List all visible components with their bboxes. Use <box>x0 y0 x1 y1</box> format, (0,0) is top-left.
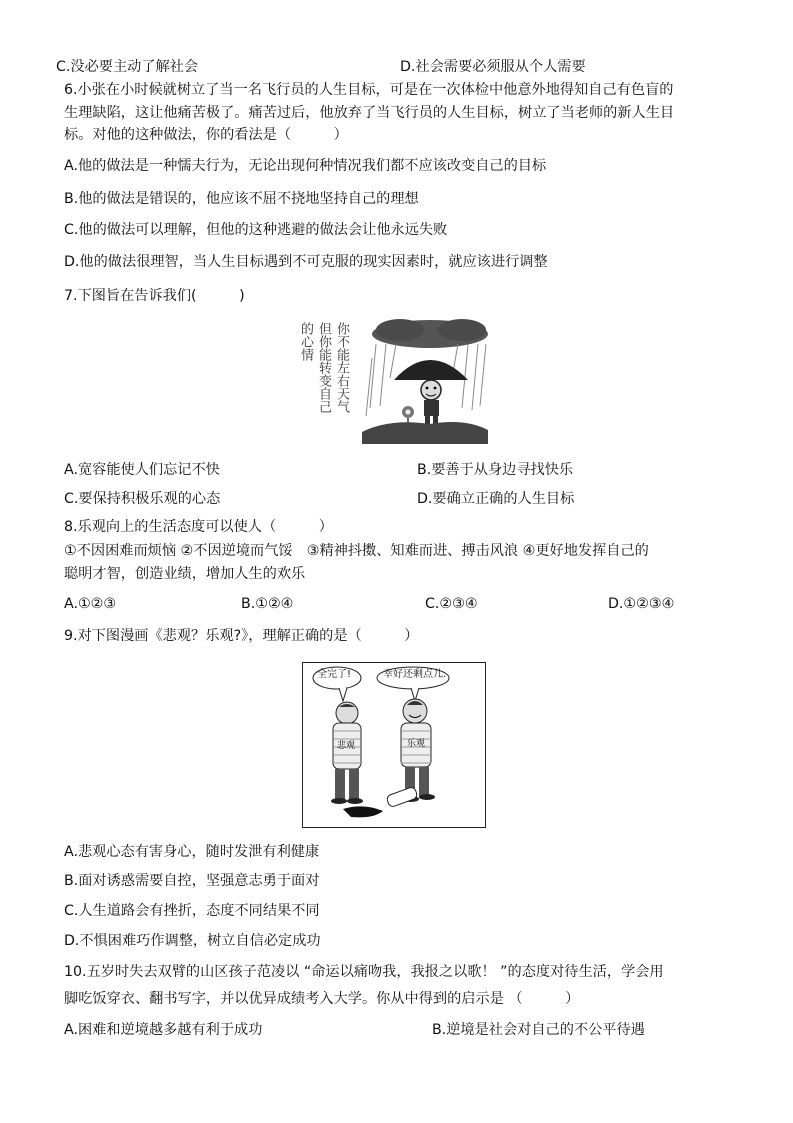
q10-option-a: A.困难和逆境越多越有利于成功 <box>64 1022 263 1038</box>
q6-stem-line2: 生理缺陷，这让他痛苦极了。痛苦过后，他放弃了当飞行员的人生目标，树立了当老师的新人生目 <box>64 105 675 121</box>
pessimism-optimism-cartoon-illustration <box>303 663 484 826</box>
q7-option-b: B.要善于从身边寻找快乐 <box>417 462 574 478</box>
q8-option-d: D.①②③④ <box>608 596 675 612</box>
q9-option-b: B.面对诱惑需要自控，坚强意志勇于面对 <box>64 873 320 889</box>
q10-option-b: B.逆境是社会对自己的不公平待遇 <box>432 1022 645 1038</box>
q8-items-line1: ①不因困难而烦恼 ②不因逆境而气馁 ③精神抖擞、知难而进、搏击风浪 ④更好地发挥自己的 <box>64 543 649 559</box>
q9-shirt-label-left: 悲观 <box>337 741 356 751</box>
q7-stem: 7.下图旨在告诉我们( ) <box>64 288 245 304</box>
q8-option-a: A.①②③ <box>64 596 117 612</box>
q9-stem: 9.对下图漫画《悲观？乐观?》，理解正确的是（ ） <box>64 628 419 644</box>
q8-items-line2: 聪明才智，创造业绩，增加人生的欢乐 <box>64 566 306 582</box>
q7-caption-col1: 你不能左右天气 <box>334 322 349 413</box>
q7-caption-col2: 但你能转变自己 <box>316 322 331 413</box>
q7-cartoon <box>290 318 490 444</box>
q7-option-d: D.要确立正确的人生目标 <box>417 491 575 507</box>
q9-bubble-right: 幸好还剩点儿. <box>383 669 447 680</box>
q7-option-a: A.宽容能使人们忘记不快 <box>64 462 220 478</box>
q8-stem: 8.乐观向上的生活态度可以使人（ ） <box>64 519 333 535</box>
q9-option-d: D.不惧困难巧作调整，树立自信必定成功 <box>64 933 321 949</box>
q6-option-a: A.他的做法是一种懦夫行为，无论出现何种情况我们都不应该改变自己的目标 <box>64 158 547 174</box>
q8-option-c: C.②③④ <box>425 596 478 612</box>
q9-bubble-left: 全完了! <box>317 669 352 680</box>
q6-option-b: B.他的做法是错误的，他应该不屈不挠地坚持自己的理想 <box>64 191 419 207</box>
q9-option-a: A.悲观心态有害身心，随时发泄有利健康 <box>64 844 320 860</box>
q7-caption-col3: 的心情 <box>298 322 313 361</box>
q5-option-d: D.社会需要必须服从个人需要 <box>400 59 586 75</box>
q10-stem-line2: 脚吃饭穿衣、翻书写字，并以优异成绩考入大学。你从中得到的启示是 （ ） <box>64 991 580 1007</box>
q8-option-b: B.①②④ <box>241 596 294 612</box>
q6-stem-line1: 6.小张在小时候就树立了当一名飞行员的人生目标，可是在一次体检中他意外地得知自己有色盲的 <box>64 82 674 98</box>
q9-option-c: C.人生道路会有挫折，态度不同结果不同 <box>64 903 320 919</box>
q9-shirt-label-right: 乐观 <box>407 739 426 749</box>
q6-option-d: D.他的做法很理智，当人生目标遇到不可克服的现实因素时，就应该进行调整 <box>64 254 548 270</box>
q10-stem-line1: 10.五岁时失去双臂的山区孩子范凌以 “命运以痛吻我，我报之以歌！ ”的态度对待生活，学会用 <box>64 964 664 980</box>
q6-option-c: C.他的做法可以理解，但他的这种逃避的做法会让他永远失败 <box>64 222 448 238</box>
q7-option-c: C.要保持积极乐观的心态 <box>64 491 221 507</box>
q9-cartoon <box>302 662 486 828</box>
q5-option-c: C.没必要主动了解社会 <box>56 59 199 75</box>
q6-stem-line3: 标。对他的这种做法，你的看法是（ ） <box>64 127 348 143</box>
